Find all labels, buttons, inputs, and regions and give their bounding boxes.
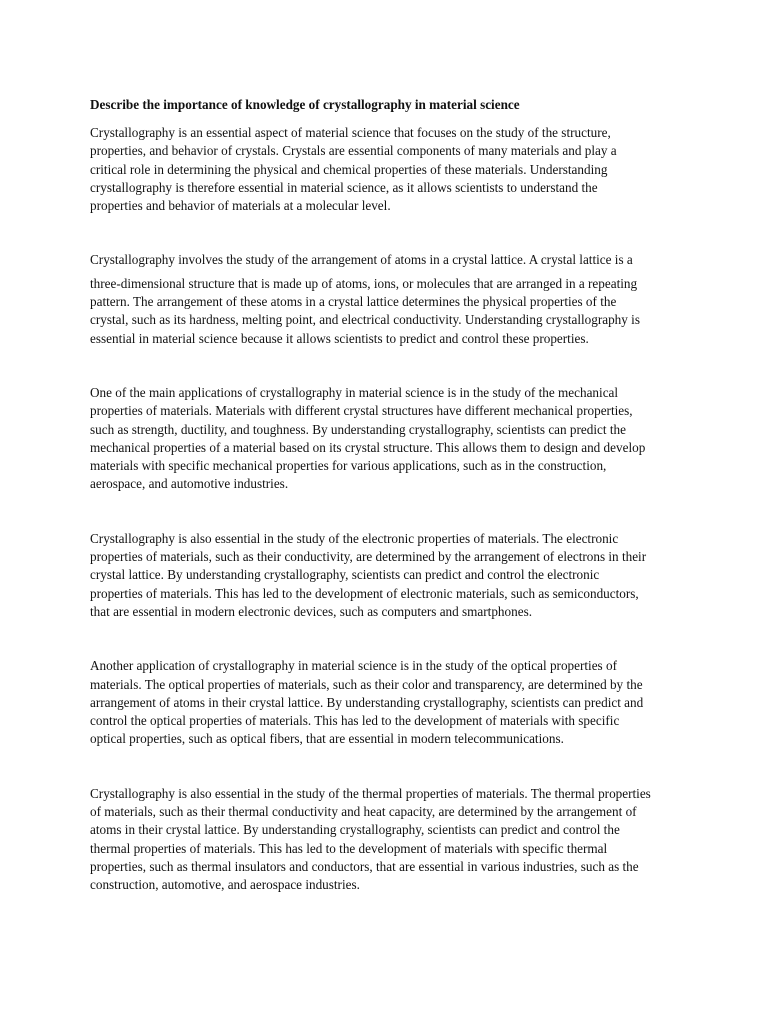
text-line: arrangement of atoms in their crystal lattice. By understanding crystallography, scientists can predict and (90, 694, 644, 710)
paragraph-gap (90, 348, 690, 384)
text-line: essential in material science because it allows scientists to predict and control these properties. (90, 330, 589, 346)
text-line: that are essential in modern electronic devices, such as computers and smartphones. (90, 603, 533, 619)
text-line: properties, such as thermal insulators and conductors, that are essential in various industries, such as the (90, 858, 639, 874)
paragraph-lattice-lead (90, 251, 690, 269)
text-line: materials. The optical properties of materials, such as their color and transparency, are determined by the (90, 676, 643, 692)
paragraph-electronic (90, 530, 690, 621)
text-line: properties, and behavior of crystals. Crystals are essential components of many materials and play a (90, 143, 617, 159)
text-line: properties of materials, such as their conductivity, are determined by the arrangement of electrons in their (90, 549, 647, 565)
text-line: of materials, such as their thermal conductivity and heat capacity, are determined by the arrangement of (90, 804, 637, 820)
text-line: control the optical properties of materials. This has led to the development of materials with specific (90, 713, 620, 729)
text-line: properties of materials. This has led to the development of electronic materials, such as semiconductors, (90, 585, 639, 601)
paragraph-intro (90, 124, 690, 215)
text-line: Another application of crystallography in material science is in the study of the optical properties of (90, 658, 617, 674)
text-line: thermal properties of materials. This has led to the development of materials with specific thermal (90, 840, 608, 856)
paragraph-gap (90, 749, 690, 785)
text-line: construction, automotive, and aerospace industries. (90, 877, 360, 893)
document-title: Describe the importance of knowledge of crystallography in material science (90, 97, 520, 112)
text-line: three-dimensional structure that is made up of atoms, ions, or molecules that are arranged in a repeating (90, 275, 638, 291)
text-line: properties and behavior of materials at a molecular level. (90, 198, 391, 214)
text-line: Crystallography is also essential in the study of the thermal properties of materials. The thermal properties (90, 785, 651, 801)
text-line: One of the main applications of crystallography in material science is in the study of the mechanical (90, 384, 619, 400)
paragraph-gap (90, 494, 690, 530)
text-line: crystal, such as its hardness, melting point, and electrical conductivity. Understanding crystallography is (90, 312, 640, 328)
text-line: pattern. The arrangement of these atoms in a crystal lattice determines the physical properties of the (90, 294, 617, 310)
document-content (90, 96, 690, 895)
paragraph-lattice (90, 275, 690, 348)
paragraph-optical (90, 657, 690, 748)
text-line: atoms in their crystal lattice. By understanding crystallography, scientists can predict and control the (90, 822, 620, 838)
text-line: Crystallography is an essential aspect of material science that focuses on the study of the structure, (90, 125, 611, 140)
text-line: aerospace, and automotive industries. (90, 476, 289, 492)
paragraph-mechanical (90, 384, 690, 494)
text-line: crystallography is therefore essential in material science, as it allows scientists to understand the (90, 179, 598, 195)
paragraph-thermal (90, 785, 690, 895)
paragraph-gap (90, 215, 690, 251)
text-line: mechanical properties of a material based on its crystal structure. This allows them to design and develop (90, 439, 646, 455)
text-line: materials with specific mechanical properties for various applications, such as in the construction, (90, 458, 607, 474)
text-line: Crystallography is also essential in the study of the electronic properties of materials. The electronic (90, 530, 619, 546)
text-line: critical role in determining the physical and chemical properties of these materials. Understanding (90, 161, 608, 177)
text-line: Crystallography involves the study of the arrangement of atoms in a crystal lattice. A crystal lattice is a (90, 252, 633, 268)
text-line: such as strength, ductility, and toughness. By understanding crystallography, scientists can predict the (90, 421, 626, 437)
text-line: crystal lattice. By understanding crystallography, scientists can predict and control the electronic (90, 567, 600, 583)
text-line: properties of materials. Materials with different crystal structures have different mechanical properties, (90, 403, 633, 419)
text-line: optical properties, such as optical fibers, that are essential in modern telecommunications. (90, 731, 564, 747)
paragraph-gap (90, 621, 690, 657)
